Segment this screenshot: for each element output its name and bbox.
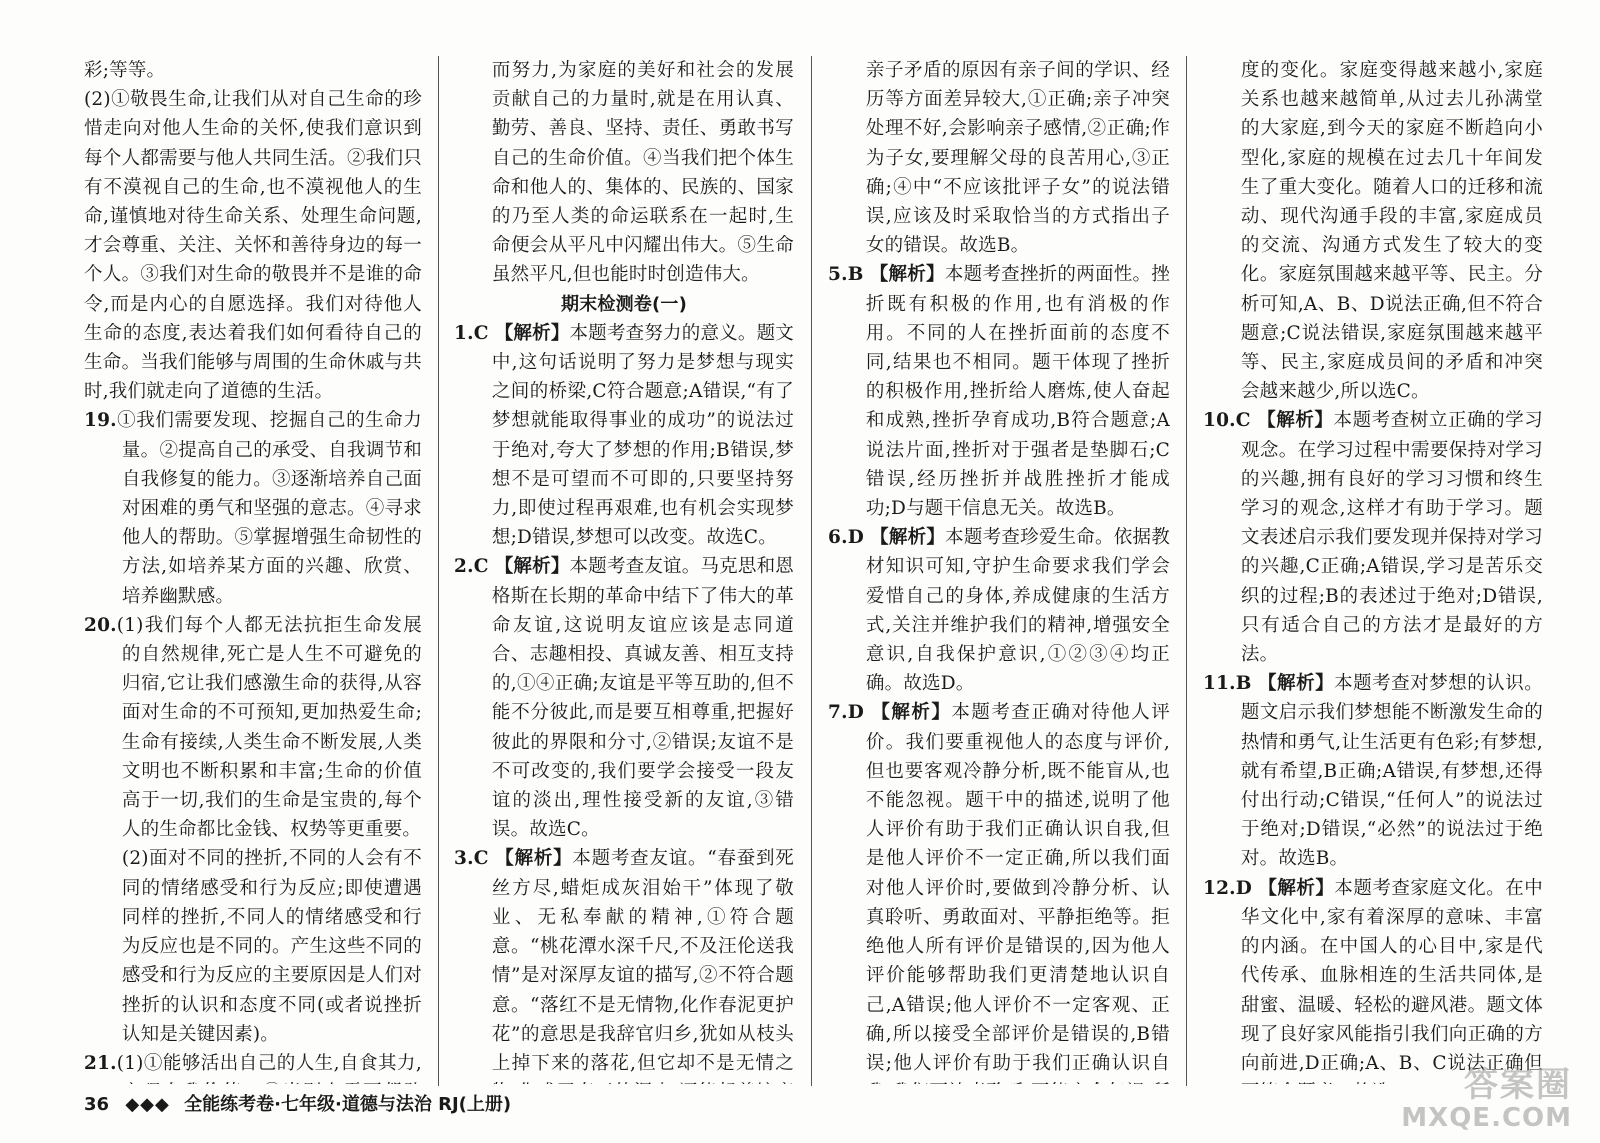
answer-continuation [454, 56, 794, 290]
analysis-label: 【解析】 [1258, 673, 1335, 695]
analysis-label: 【解析】 [1257, 410, 1334, 432]
answer-number: 19. [84, 410, 117, 432]
analysis-label: 【解析】 [494, 556, 570, 578]
answer-item [454, 552, 794, 844]
text-column-4 [1203, 56, 1543, 1084]
watermark-logo [1401, 1057, 1572, 1133]
analysis-label: 【解析】 [495, 848, 573, 870]
answer-item [84, 1049, 422, 1084]
answer-number: 2.C [454, 556, 489, 578]
answer-item [1203, 406, 1543, 669]
answer-number: 5.B [828, 264, 864, 286]
answer-item [1203, 669, 1543, 873]
answer-text: 本题考查友谊。“春蚕到死丝方尽,蜡炬成灰泪始干”体现了敬业、无私奉献的精神,①符合题意。“桃花潭水深千尺,不及汪伦送我情”是对深厚友谊的描写,②不符合题意。“落红不是无情物,化作春泥更护花”的意思是我辞官归乡,犹如从枝头上掉下来的落花,但它却不是无情之 [491, 848, 794, 1074]
answer-text: 本题考查对梦想的认识。题文启示我们梦想能不断激发生命的热情和勇气,让生活更有色彩;有梦想,就有希望,B正确;A错误,有梦想,还得付出行动;C错误,“任何人”的说法过于绝对;D错误,“必然”的说法过于绝对。故选B。 [1240, 673, 1543, 870]
analysis-label: 【解析】 [870, 527, 946, 549]
answer-number: 3.C [454, 848, 489, 870]
answer-text: (1)①能够活出自己的人生,自食其力, [116, 1052, 422, 1074]
answer-continuation [84, 844, 422, 1048]
answer-item [1203, 874, 1543, 1084]
answer-text: 亲子矛盾的原因有亲子间的学识、经历等方面差异较大,①正确;亲子冲突处理不好,会影响亲子感情,②正确;作为子女,要理解父母的良苦用心,③正确;④中“不应该批评子女”的说法错误,应该及时采取恰当的方式指出子女的错误。故选B。 [865, 60, 1170, 257]
watermark-text: 答案圈 [1464, 1065, 1572, 1105]
answer-number: 21. [84, 1052, 117, 1074]
answer-number: 20. [84, 614, 117, 636]
page-number: 36 [84, 1094, 110, 1115]
answer-number: 11.B [1203, 673, 1252, 695]
answer-text: 本题考查家庭文化。在中华文化中,家有着深厚的意味、丰富的内涵。在中国人的心目中,家是代代传承、血脉相连的生活共同体,是甜蜜、温暖、轻松的避风港。题文体现了良好家风能指引我们向正确的方向前进,D正确;A、B、C说法正确但 [1240, 877, 1543, 1074]
answer-text: 度的变化。家庭变得越来越小,家庭关系也越来越简单,从过去儿孙满堂的大家庭,到今天的家庭不断趋向小型化,家庭的规模在过去几十年间发生了重大变化。随着人口的迁移和流动、现代沟通手段的丰富,家庭成员的交流、沟通方式发生了较大的变化。家庭氛围越来越平等、民主。分析可知,A、B、D说法正确,但不符合题意;C说法错误,家庭氛围越来越平等、民主,家庭成员间的矛盾和冲突会越来越少,所以选C。 [1240, 60, 1543, 403]
answer-continuation [828, 56, 1170, 260]
answer-item [454, 319, 794, 553]
answer-item [454, 844, 794, 1084]
text-column-1 [84, 56, 422, 1084]
text-column-2 [454, 56, 794, 1084]
answer-item [84, 611, 422, 845]
answer-text: ①我们需要发现、挖掘自己的生命力量。②提高自己的承受、自我调节和自我修复的能力。③逐渐培养自己面对困难的勇气和坚强的意志。④寻求他人的帮助。⑤掌握增强生命韧性的方法,如培养某方面的兴趣、欣赏、培养幽默感。 [116, 410, 422, 607]
answer-text: (2)①敬畏生命,让我们从对自己生命的珍惜走向对他人生命的关怀,使我们意识到每个人都需要与他人共同生活。②我们只有不漠视自己的生命,也不漠视他人的生命,谨慎地对待生命关系、处理生命问题,才会尊重、关注、关怀和善待身边的每一个人。③我们对生命的敬畏并不是谁的命令,而是内心的自愿选择。我们对待他人生命的态度,表达着我们如何看待自己的生命。当我们能够与周围的生命休戚与共时,我们就走向了道德的生活。 [84, 89, 422, 403]
answer-item [828, 260, 1170, 523]
answer-text: 本题考查正确对待他人评价。我们要重视他人的态度与评价,但也要客观冷静分析,既不能盲从,也不能忽视。题干中的描述,说明了他人评价有助于我们正确认识自我,但是他人评价不一定正确,所以我们面对他人评价时,要做到冷静分析、认真聆听、勇敢面对、平静拒绝等。拒绝他人所有评价是错误的,因为他人评价能够帮助我们更清楚地认识自己,A错误;他人评价不一定客观、正确,所以接受全部评价是错误的,B错误;他人评价有助于我们正确认识自 [865, 702, 1170, 1074]
answer-number: 7.D [828, 702, 864, 724]
answer-item [828, 523, 1170, 698]
answer-text: (1)我们每个人都无法抗拒生命发展的自然规律,死亡是人生不可避免的归宿,它让我们感激生命的获得,从容面对生命的不可预知,更加热爱生命;生命有接续,人类生命不断发展,人类文明也不断积累和丰富;生命的价值高于一切,我们的生命是宝贵的,每个人的生命都比金钱、权势等更重要。 [116, 614, 422, 841]
analysis-label: 【解析】 [1258, 877, 1335, 899]
watermark-url: MXQE.COM [1401, 1103, 1572, 1133]
answer-continuation [1203, 56, 1543, 406]
answer-text: 本题考查努力的意义。题文中,这句话说明了努力是梦想与现实之间的桥梁,C符合题意;A错误,“有了梦想就能取得事业的成功”的说法过于绝对,夸大了梦想的作用;B错误,梦想不是可望而不可即的,只要坚持努力,即使过程再艰难,也有机会实现梦想;D错误,梦想可以改变。故选C。 [491, 322, 794, 549]
answer-number: 10.C [1203, 410, 1251, 432]
answer-item [828, 698, 1170, 1084]
answer-text: 彩;等等。 [84, 60, 166, 81]
answer-text: 而努力,为家庭的美好和社会的发展贡献自己的力量时,就是在用认真、勤劳、善良、坚持、责任、勇敢书写自己的生命价值。④当我们把个体生命和他人的、集体的、民族的、国家的乃至人类的命运联系在一起时,生命便会从平凡中闪耀出伟大。⑤生命虽然平凡,但也能时时创造伟大。 [491, 60, 794, 286]
answer-number: 12.D [1203, 877, 1253, 899]
answer-text: 本题考查友谊。马克思和恩格斯在长期的革命中结下了伟大的革命友谊,这说明友谊应该是志同道合、志趣相投、真诚友善、相互支持的,①④正确;友谊是平等互助的,但不能不分彼此,而是要互相尊重,把握好彼此的界限和分寸,②错误;友谊不是不可改变的,我们要学会接受一段友谊的淡出,理性接受新的友谊,③错误。故选C。 [491, 556, 794, 841]
answer-text: 本题考查珍爱生命。依据教材知识可知,守护生命要求我们学会爱惜自己的身体,养成健康的生活方式,关注并维护我们的精神,增强安全意识,自我保护意识,①②③④均正确。故选D。 [865, 527, 1170, 695]
diamond-icons: ◆◆◆ [125, 1094, 170, 1115]
page-footer [84, 1090, 511, 1120]
answer-continuation [84, 85, 422, 406]
answer-item [84, 406, 422, 610]
answer-text: 本题考查挫折的两面性。挫折既有积极的作用,也有消极的作用。不同的人在挫折面前的态度不同,结果也不相同。题干体现了挫折的积极作用,挫折给人磨炼,使人奋起和成熟,挫折孕育成功,B符合题意;A说法片面,挫折对于强者是垫脚石;C错误,经历挫折并战胜挫折才能成功;D与题干信息无关。故选B。 [865, 264, 1170, 520]
answer-text: (2)面对不同的挫折,不同的人会有不同的情绪感受和行为反应;即使遭遇同样的挫折,不同人的情绪感受和行为反应也是不同的。产生这些不同的感受和行为反应的主要原因是人们对挫折的认识和态度不同(或者说挫折认知是关键因素)。 [121, 848, 422, 1045]
column-divider-1 [438, 56, 439, 1086]
answer-text: 本题考查树立正确的学习观念。在学习过程中需要保持对学习的兴趣,拥有良好的学习习惯和终生学习的观念,这样才有助于学习。题文表述启示我们要发现并保持对学习的兴趣,C正确;A错误,学习是苦乐交织的过程;B的表述过于绝对;D错误,只有适合自己的方法才是最好的方法。 [1240, 410, 1543, 666]
analysis-label: 【解析】 [494, 322, 570, 344]
column-divider-2 [811, 56, 812, 1086]
text-column-3 [828, 56, 1170, 1084]
answer-number: 1.C [454, 322, 489, 344]
analysis-label: 【解析】 [869, 264, 945, 286]
column-divider-3 [1186, 56, 1187, 1086]
analysis-label: 【解析】 [871, 702, 952, 724]
answer-number: 6.D [828, 527, 864, 549]
book-title: 全能练考卷·七年级·道德与法治 RJ(上册) [184, 1094, 512, 1115]
answer-continuation [84, 56, 422, 85]
section-heading: 期末检测卷(一) [560, 293, 688, 315]
